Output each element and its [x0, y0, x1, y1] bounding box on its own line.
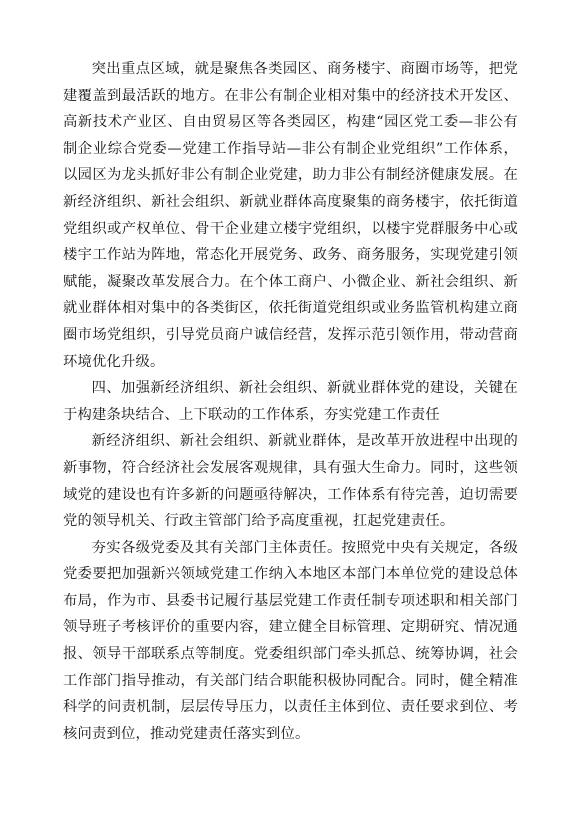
paragraph-key-areas: 突出重点区域，就是聚焦各类园区、商务楼宇、商圈市场等，把党建覆盖到最活跃的地方。在非公有制企业相对集中的经济技术开发区、高新技术产业区、自由贸易区等各类园区，构建“园区党工委—非公有制企业综合党委—党建工作指导站—非公有制企业党组织”工作体系，以园区为龙头抓好非公有制企业党建，助力非公有制经济健康发展。在新经济组织、新社会组织、新就业群体高度聚集的商务楼宇，依托街道党组织或产权单位、骨干企业建立楼宇党组织，以楼宇党群服务中心或楼宇工作站为阵地，常态化开展党务、政务、商务服务，实现党建引领赋能，凝聚改革发展合力。在个体工商户、小微企业、新社会组织、新就业群体相对集中的各类街区，依托街道党组织或业务监管机构建立商圈市场党组织，引导党员商户诚信经营，发挥示范引领作用，带动营商环境优化升级。 — [63, 61, 518, 370]
section-heading-four: 四、加强新经济组织、新社会组织、新就业群体党的建设，关键在于构建条块结合、上下联动的工作体系，夯实党建工作责任 — [63, 380, 518, 423]
paragraph-party-committee-responsibility: 夯实各级党委及其有关部门主体责任。按照党中央有关规定，各级党委要把加强新兴领域党建工作纳入本地区本部门本单位党的建设总体布局，作为市、县委书记履行基层党建工作责任制专项述职和相关部门领导班子考核评价的重要内容，建立健全目标管理、定期研究、情况通报、领导干部联系点等制度。党委组织部门牵头抓总、统筹协调，社会工作部门指导推动，有关部门结合职能积极协同配合。同时，健全精准科学的问责机制，层层传导压力，以责任主体到位、责任要求到位、考核问责到位，推动党建责任落实到位。 — [63, 539, 518, 742]
paragraph-new-organizations: 新经济组织、新社会组织、新就业群体，是改革开放进程中出现的新事物，符合经济社会发展客观规律，具有强大生命力。同时，这些领域党的建设也有许多新的问题亟待解决，工作体系有待完善，迫切需要党的领导机关、行政主管部门给予高度重视，扛起党建责任。 — [63, 433, 518, 530]
document-body — [63, 56, 518, 747]
